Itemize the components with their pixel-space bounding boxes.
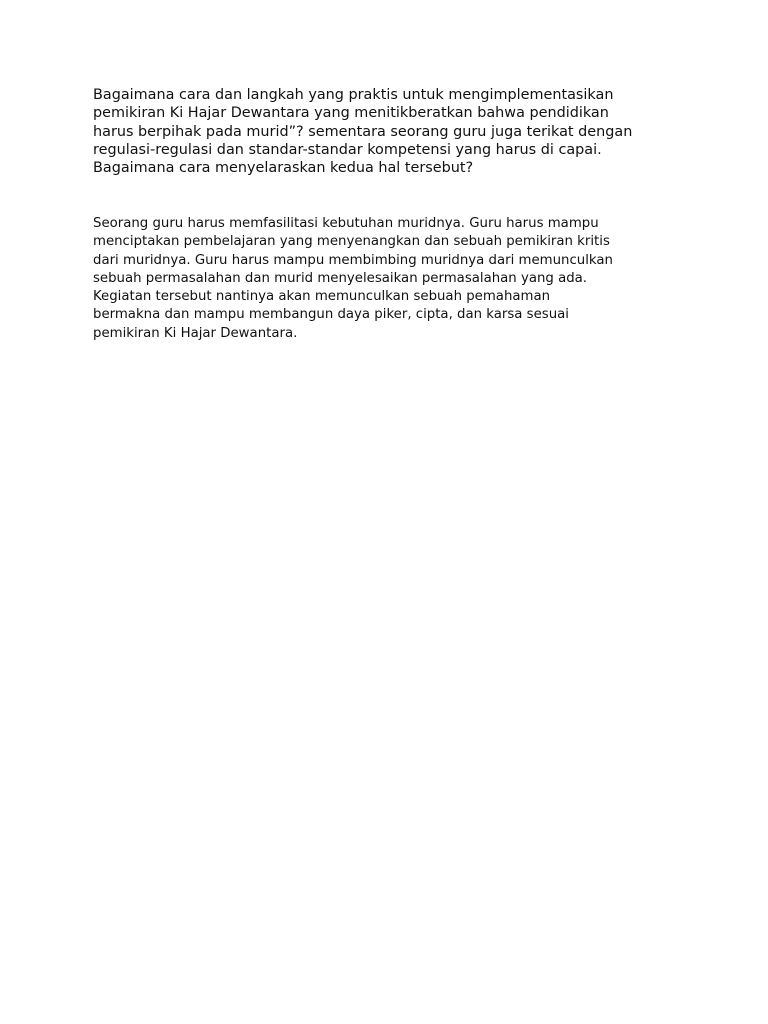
answer-paragraph	[93, 215, 693, 343]
question-paragraph	[93, 86, 693, 177]
question-line: harus berpihak pada murid”? sementara seorang guru juga terikat dengan	[93, 123, 633, 140]
answer-line: sebuah permasalahan dan murid menyelesaikan permasalahan yang ada.	[93, 270, 588, 286]
answer-line: pemikiran Ki Hajar Dewantara.	[93, 325, 298, 341]
answer-line: menciptakan pembelajaran yang menyenangkan dan sebuah pemikiran kritis	[93, 234, 610, 250]
question-line: pemikiran Ki Hajar Dewantara yang menitikberatkan bahwa pendidikan	[93, 105, 609, 122]
question-line: Bagaimana cara menyelaraskan kedua hal tersebut?	[93, 160, 474, 177]
question-line: Bagaimana cara dan langkah yang praktis untuk mengimplementasikan	[93, 87, 614, 103]
answer-line: bermakna dan mampu membangun daya piker, cipta, dan karsa sesuai	[93, 307, 569, 323]
answer-line: Kegiatan tersebut nantinya akan memunculkan sebuah pemahaman	[93, 289, 551, 305]
answer-line: dari muridnya. Guru harus mampu membimbing muridnya dari memunculkan	[93, 252, 613, 268]
answer-line: Seorang guru harus memfasilitasi kebutuhan muridnya. Guru harus mampu	[93, 216, 599, 231]
question-line: regulasi-regulasi dan standar-standar kompetensi yang harus di capai.	[93, 141, 602, 158]
